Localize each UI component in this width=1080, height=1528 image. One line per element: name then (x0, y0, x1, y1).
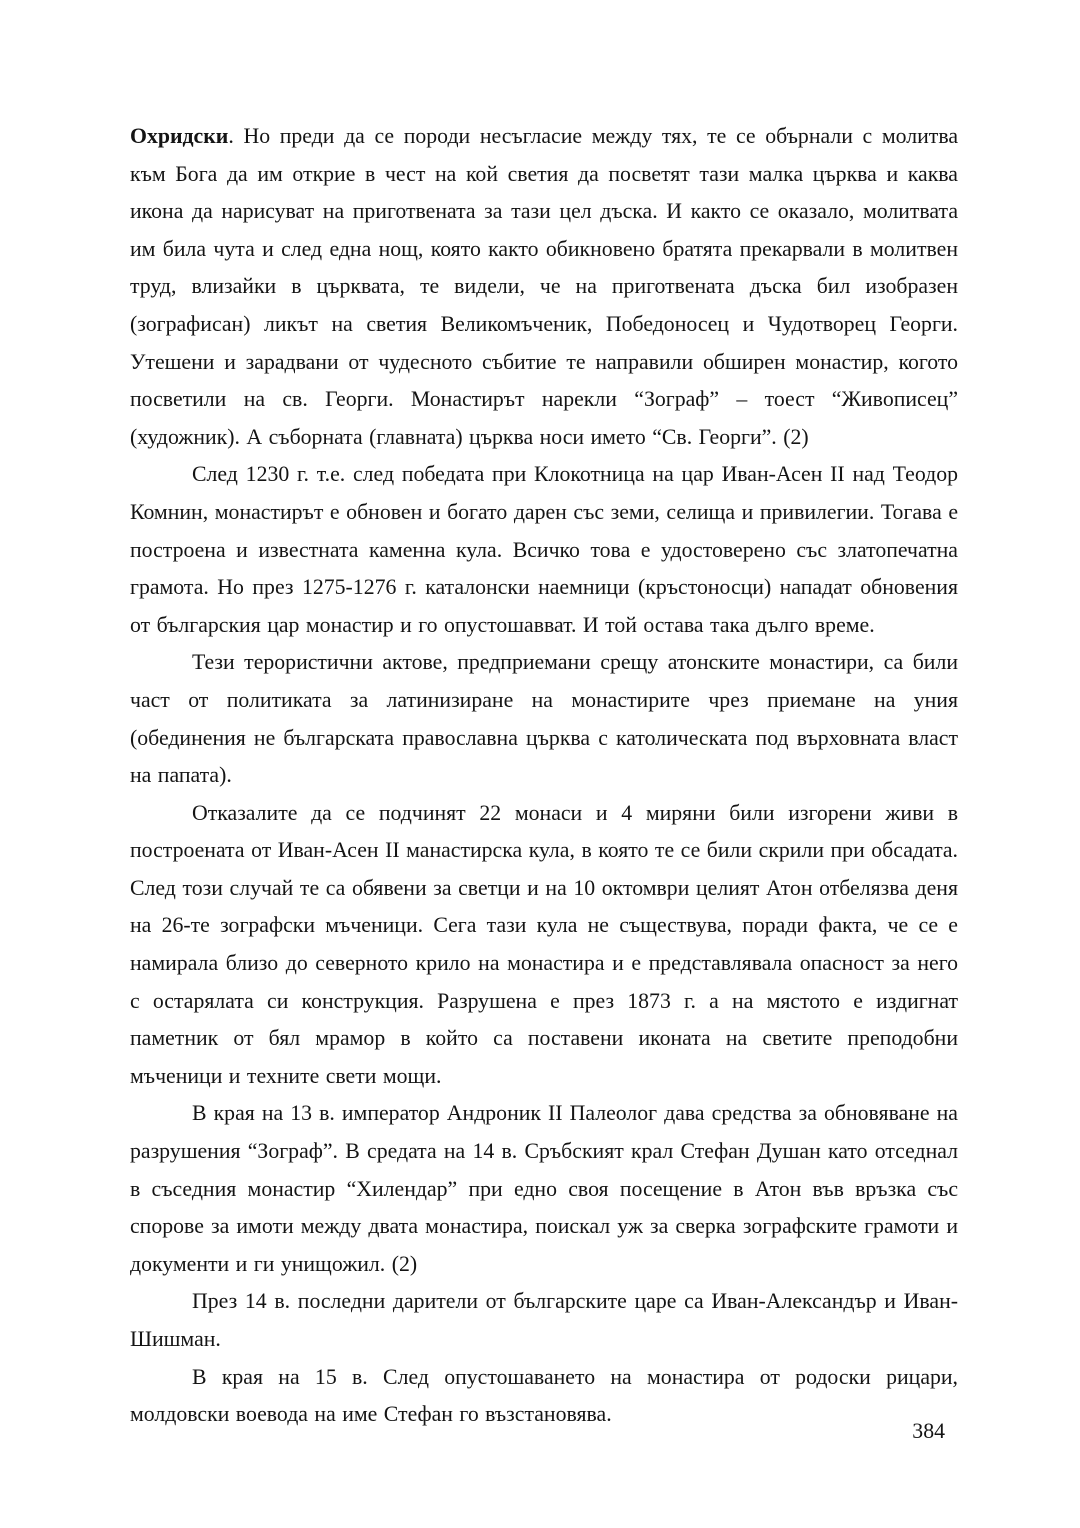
paragraph-7: В края на 15 в. След опустошаването на монастира от родоски рицари, молдовски воевода на име Стефан го възстановява. (130, 1364, 958, 1427)
paragraph-1 (130, 118, 958, 456)
paragraph-4: Отказалите да се подчинят 22 монаси и 4 миряни били изгорени живи в построената от Иван-Асен II манастирска кула, в която те се били скрили при обсадата. След този случай те са обявени за светци и на 10 октомври целият Атон отбелязва деня на 26-те зографски мъченици. Сега тази кула не съществува, поради факта, че се е намирала близо до северното крило на монастира и е представлявала опасност за него с остарялата си конструкция. Разрушена е през 1873 г. а на мястото е издигнат паметник от бял мрамор в който са поставени иконата на светите преподобни мъченици и техните свети мощи. (130, 800, 958, 1088)
paragraph-1-text: . Но преди да се породи несъгласие между тях, те се обърнали с молитва към Бога да им открие в чест на кой светия да посветят тази малка църква и каква икона да нарисуват на приготвената за тази цел дъска. И както се оказало, молитвата им била чута и след една нощ, която както обикновено братята прекарвали в молитвен труд, влизайки в църквата, те видели, че на приготвената дъска бил изобразен (зографисан) ликът на светия Великомъченик, Победоносец и Чудотворец Георги. Утешени и зарадвани от чудесното събитие те направили обширен монастир, когото посветили на св. Георги. Монастирът нарекли “Зограф” – тоест “Живописец” (художник). А съборната (главната) църква носи името “Св. Георги”. (2) (130, 124, 958, 449)
page-number: 384 (912, 1419, 945, 1443)
paragraph-5: В края на 13 в. император Андроник II Палеолог дава средства за обновяване на разрушения “Зограф”. В средата на 14 в. Сръбският крал Стефан Душан като отседнал в съседния монастир “Хилендар” при едно своя посещение в Атон във връзка със спорове за имоти между двата монастира, поискал уж за сверка зографските грамоти и документи и ги унищожил. (2) (130, 1101, 958, 1276)
paragraph-3: Тези терористични актове, предприемани срещу атонските монастири, са били част от политиката за латинизиране на монастирите чрез приемане на уния (обединения не българската православна църква с католическата под върховната власт на папата). (130, 650, 958, 788)
document-body (130, 118, 958, 1434)
paragraph-2: След 1230 г. т.е. след победата при Клокотница на цар Иван-Асен II над Теодор Комнин, монастирът е обновен и богато дарен със земи, селища и привилегии. Тогава е построена и известната каменна кула. Всичко това е удостоверено със златопечатна грамота. Но през 1275-1276 г. каталонски наемници (кръстоносци) нападат обновения от българския цар монастир и го опустошавват. И той остава така дълго време. (130, 462, 958, 637)
paragraph-6: През 14 в. последни дарители от българските царе са Иван-Александър и Иван-Шишман. (130, 1289, 958, 1351)
paragraph-1-lead: Охридски (130, 124, 229, 148)
